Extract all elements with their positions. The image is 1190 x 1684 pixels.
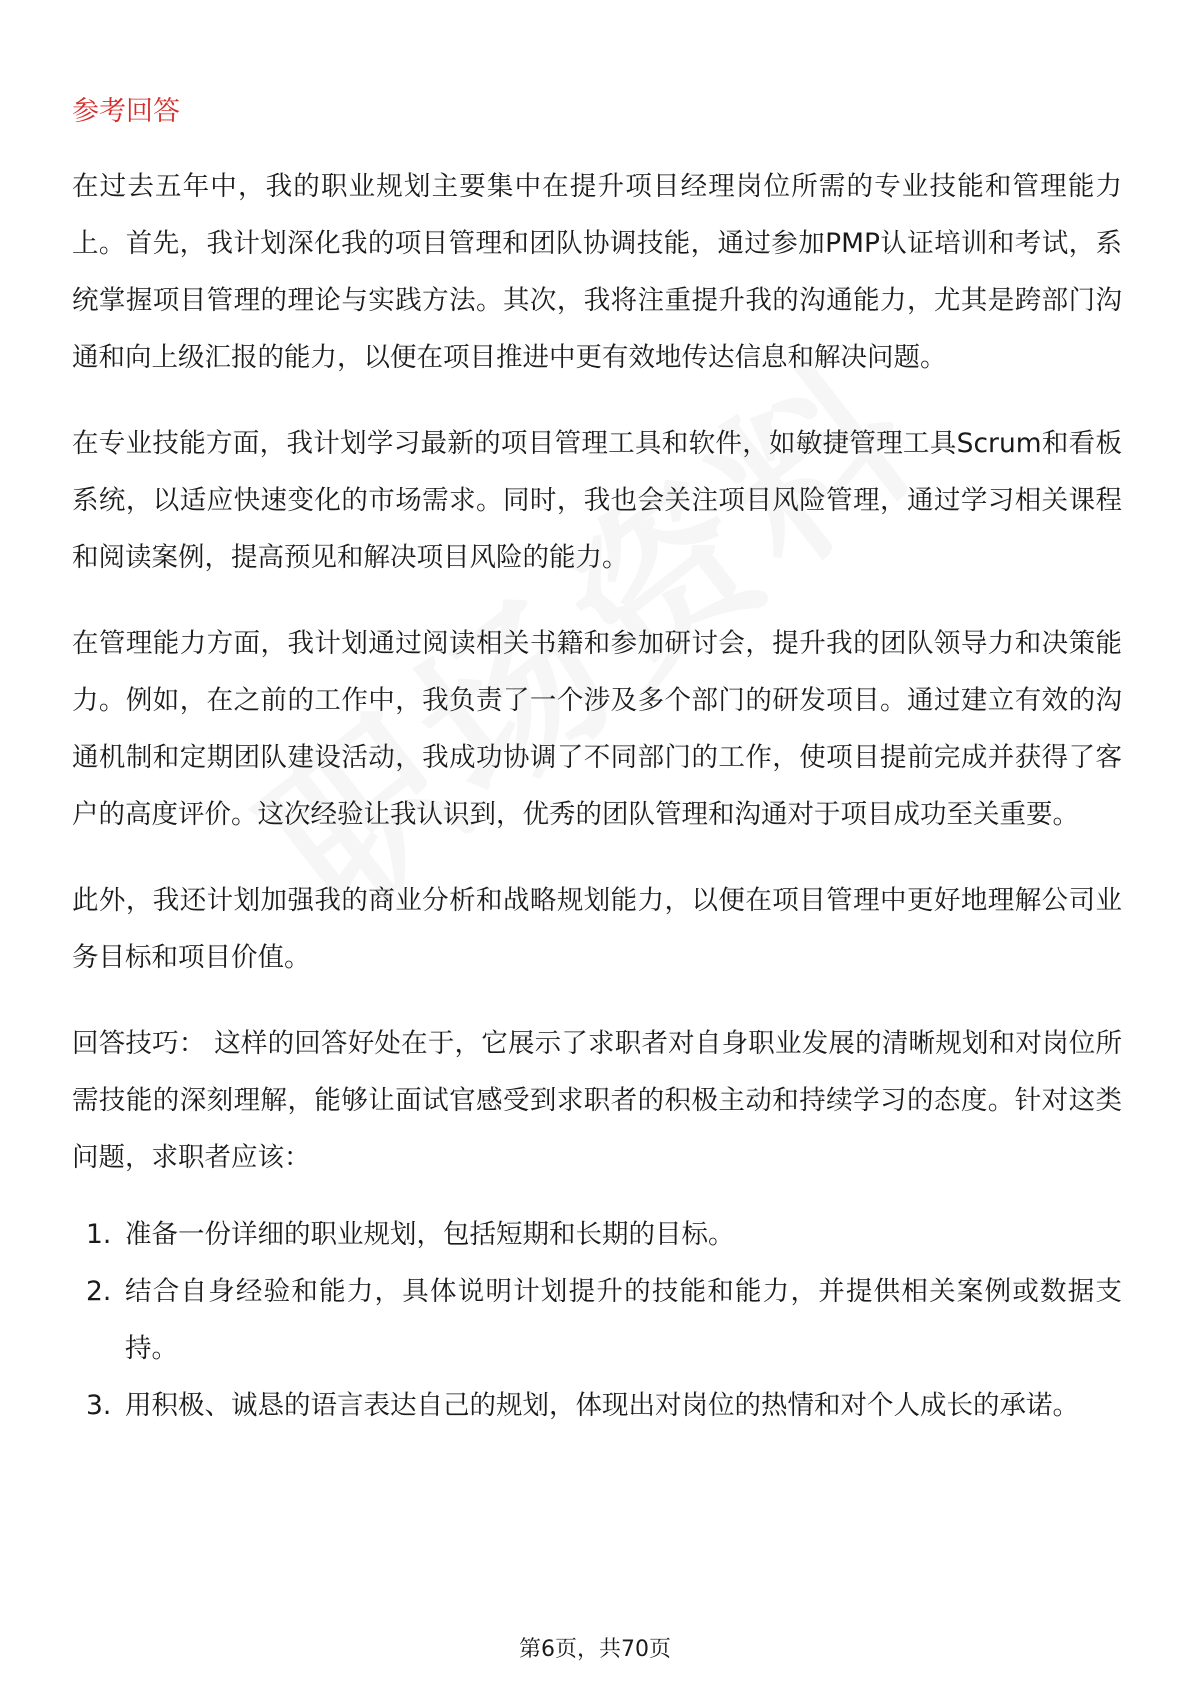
list-item-text: 结合自身经验和能力，具体说明计划提升的技能和能力，并提供相关案例或数据支持。 xyxy=(125,1276,1122,1364)
answer-paragraph-4: 此外，我还计划加强我的商业分析和战略规划能力，以便在项目管理中更好地理解公司业务目标和项目价值。 xyxy=(72,885,1122,973)
list-item xyxy=(72,1206,1122,1263)
page-content xyxy=(72,92,1122,1434)
list-item xyxy=(72,1377,1122,1434)
answer-paragraph-1: 在过去五年中，我的职业规划主要集中在提升项目经理岗位所需的专业技能和管理能力上。首先，我计划深化我的项目管理和团队协调技能，通过参加PMP认证培训和考试，系统掌握项目管理的理论与实践方法。其次，我将注重提升我的沟通能力，尤其是跨部门沟通和向上级汇报的能力，以便在项目推进中更有效地传达信息和解决问题。 xyxy=(72,171,1122,373)
list-item-text: 用积极、诚恳的语言表达自己的规划，体现出对岗位的热情和对个人成长的承诺。 xyxy=(125,1390,1079,1421)
tips-paragraph: 回答技巧： 这样的回答好处在于，它展示了求职者对自身职业发展的清晰规划和对岗位所需技能的深刻理解，能够让面试官感受到求职者的积极主动和持续学习的态度。针对这类问题，求职者应该： xyxy=(72,1028,1122,1173)
page-number: 第6页，共70页 xyxy=(519,1637,671,1662)
list-item-number: 2. xyxy=(86,1276,112,1307)
tips-list xyxy=(72,1206,1122,1434)
list-item-number: 1. xyxy=(86,1219,112,1250)
section-heading: 参考回答 xyxy=(72,96,180,127)
answer-paragraph-2: 在专业技能方面，我计划学习最新的项目管理工具和软件，如敏捷管理工具Scrum和看板系统，以适应快速变化的市场需求。同时，我也会关注项目风险管理，通过学习相关课程和阅读案例，提高预见和解决项目风险的能力。 xyxy=(72,428,1122,573)
list-item-number: 3. xyxy=(86,1390,112,1421)
answer-paragraph-3: 在管理能力方面，我计划通过阅读相关书籍和参加研讨会，提升我的团队领导力和决策能力。例如，在之前的工作中，我负责了一个涉及多个部门的研发项目。通过建立有效的沟通机制和定期团队建设活动，我成功协调了不同部门的工作，使项目提前完成并获得了客户的高度评价。这次经验让我认识到，优秀的团队管理和沟通对于项目成功至关重要。 xyxy=(72,628,1122,830)
list-item xyxy=(72,1263,1122,1377)
list-item-text: 准备一份详细的职业规划，包括短期和长期的目标。 xyxy=(125,1219,735,1250)
